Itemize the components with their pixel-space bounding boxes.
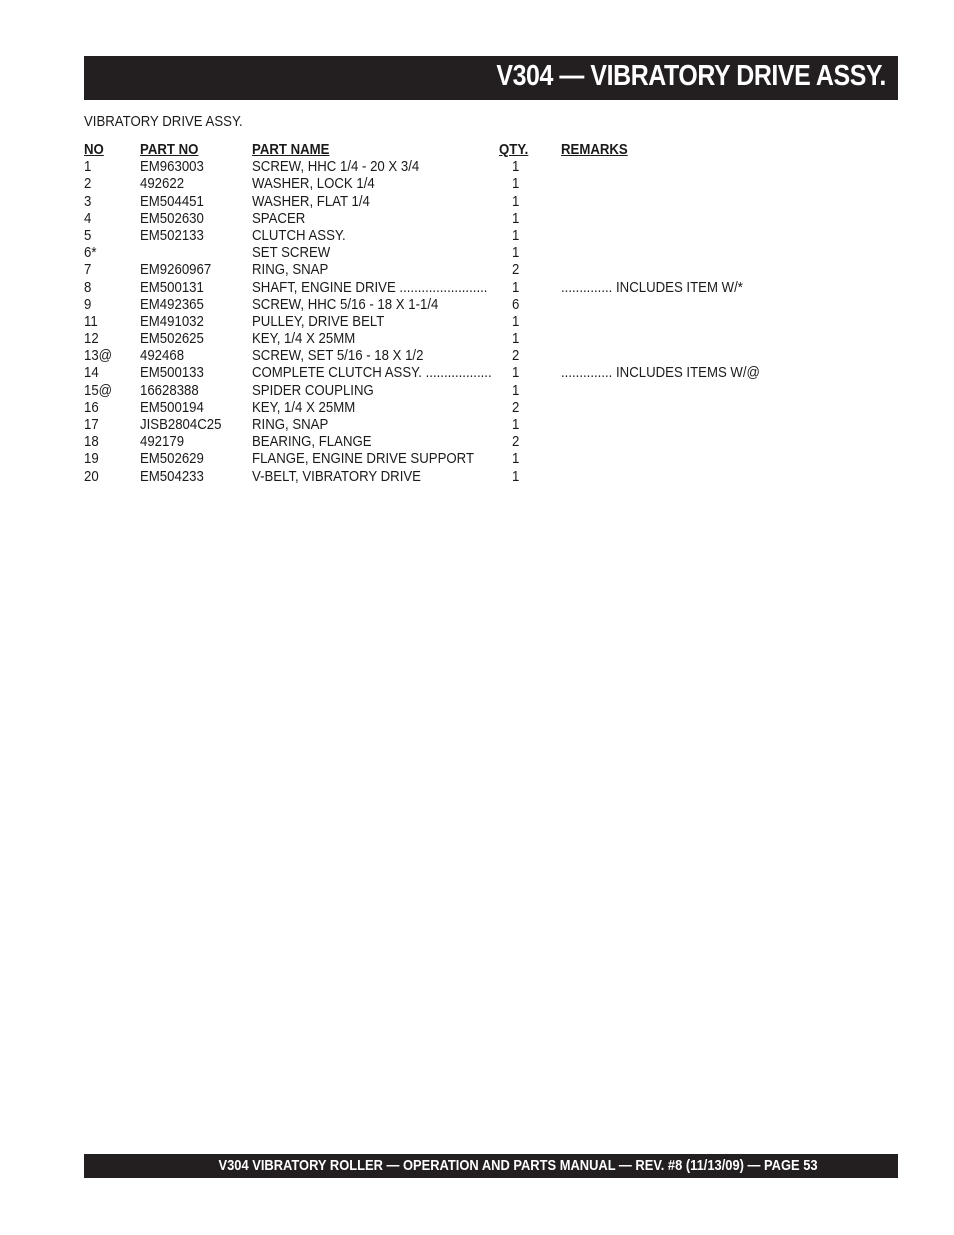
cell-no: 12 <box>84 330 99 348</box>
table-row <box>84 210 784 227</box>
table-row <box>84 433 784 450</box>
table-row <box>84 158 784 175</box>
footer-bar <box>84 1154 898 1178</box>
cell-part-no: EM963003 <box>140 158 204 176</box>
cell-no: 17 <box>84 416 99 433</box>
cell-qty: 1 <box>512 278 520 296</box>
table-row <box>84 330 784 347</box>
parts-table <box>84 141 784 485</box>
section-title: VIBRATORY DRIVE ASSY. <box>84 113 243 130</box>
table-body <box>84 158 784 485</box>
cell-qty: 6 <box>512 295 520 313</box>
cell-part-no: 492622 <box>140 175 185 193</box>
cell-qty: 2 <box>512 261 520 279</box>
cell-no: 20 <box>84 467 99 485</box>
cell-part-name: SCREW, SET 5/16 - 18 X 1/2 <box>252 347 424 365</box>
cell-qty: 1 <box>512 330 520 348</box>
cell-qty: 1 <box>512 364 520 382</box>
cell-part-no: 492179 <box>140 433 185 451</box>
table-row <box>84 450 784 467</box>
cell-part-name: KEY, 1/4 X 25MM <box>252 398 356 416</box>
cell-part-name: FLANGE, ENGINE DRIVE SUPPORT <box>252 450 475 468</box>
cell-no: 1 <box>84 158 92 176</box>
table-row <box>84 261 784 278</box>
cell-no: 8 <box>84 278 92 296</box>
cell-no: 7 <box>84 261 92 279</box>
cell-part-name: SHAFT, ENGINE DRIVE ........................ <box>252 278 488 296</box>
cell-part-no: JISB2804C25 <box>140 416 222 433</box>
table-row <box>84 399 784 416</box>
table-row <box>84 296 784 313</box>
page-title-bar <box>84 56 898 100</box>
cell-part-name: WASHER, LOCK 1/4 <box>252 175 375 193</box>
cell-part-name: SPIDER COUPLING <box>252 381 374 399</box>
cell-part-no: EM504233 <box>140 467 204 485</box>
cell-part-no: EM500133 <box>140 364 204 382</box>
table-header-row <box>84 141 784 158</box>
cell-qty: 2 <box>512 398 520 416</box>
cell-no: 14 <box>84 364 99 382</box>
cell-qty: 1 <box>512 416 520 433</box>
col-header-qty: QTY. <box>499 141 529 158</box>
cell-part-no: EM504451 <box>140 192 204 210</box>
col-header-no: NO <box>84 141 104 158</box>
cell-no: 15@ <box>84 381 113 399</box>
cell-qty: 1 <box>512 244 520 262</box>
cell-part-name: KEY, 1/4 X 25MM <box>252 330 356 348</box>
cell-part-name: V-BELT, VIBRATORY DRIVE <box>252 467 421 485</box>
cell-no: 2 <box>84 175 92 193</box>
cell-no: 18 <box>84 433 99 451</box>
cell-part-no: EM9260967 <box>140 261 212 279</box>
cell-part-name: PULLEY, DRIVE BELT <box>252 312 385 330</box>
cell-part-name: RING, SNAP <box>252 416 329 433</box>
cell-qty: 1 <box>512 381 520 399</box>
cell-no: 13@ <box>84 347 113 365</box>
cell-part-name: SET SCREW <box>252 244 331 262</box>
cell-no: 5 <box>84 226 92 244</box>
cell-no: 9 <box>84 295 92 313</box>
cell-qty: 2 <box>512 347 520 365</box>
cell-part-name: SCREW, HHC 5/16 - 18 X 1-1/4 <box>252 295 439 313</box>
table-row <box>84 313 784 330</box>
cell-part-no: EM502629 <box>140 450 204 468</box>
cell-qty: 2 <box>512 433 520 451</box>
cell-part-no: EM502133 <box>140 226 204 244</box>
cell-qty: 1 <box>512 226 520 244</box>
cell-remarks: .............. INCLUDES ITEM W/* <box>561 278 743 296</box>
table-row <box>84 347 784 364</box>
table-row <box>84 416 784 433</box>
table-row <box>84 364 784 381</box>
cell-no: 4 <box>84 209 92 227</box>
cell-part-no: EM492365 <box>140 295 204 313</box>
cell-part-name: SCREW, HHC 1/4 - 20 X 3/4 <box>252 158 420 176</box>
table-row <box>84 175 784 192</box>
table-row <box>84 193 784 210</box>
cell-part-no: EM500194 <box>140 398 204 416</box>
table-row <box>84 279 784 296</box>
col-header-part-no: PART NO <box>140 141 199 158</box>
cell-qty: 1 <box>512 450 520 468</box>
cell-qty: 1 <box>512 467 520 485</box>
table-row <box>84 227 784 244</box>
cell-qty: 1 <box>512 209 520 227</box>
footer-text: V304 VIBRATORY ROLLER — OPERATION AND PARTS MANUAL — REV. #8 (11/13/09) — PAGE 53 <box>218 1157 818 1174</box>
cell-part-no: 492468 <box>140 347 185 365</box>
cell-qty: 1 <box>512 312 520 330</box>
cell-part-no: EM491032 <box>140 312 204 330</box>
cell-part-no: EM502625 <box>140 330 204 348</box>
cell-part-no: EM502630 <box>140 209 204 227</box>
cell-qty: 1 <box>512 158 520 176</box>
cell-part-name: BEARING, FLANGE <box>252 433 372 451</box>
table-row <box>84 244 784 261</box>
cell-part-name: WASHER, FLAT 1/4 <box>252 192 370 210</box>
cell-no: 19 <box>84 450 99 468</box>
page-title: V304 — VIBRATORY DRIVE ASSY. <box>496 60 886 92</box>
cell-no: 16 <box>84 398 99 416</box>
cell-remarks: .............. INCLUDES ITEMS W/@ <box>561 364 760 382</box>
table-row <box>84 382 784 399</box>
cell-part-name: COMPLETE CLUTCH ASSY. .................. <box>252 364 492 382</box>
cell-part-name: RING, SNAP <box>252 261 329 279</box>
cell-part-name: CLUTCH ASSY. <box>252 226 346 244</box>
cell-no: 3 <box>84 192 92 210</box>
col-header-remarks: REMARKS <box>561 141 628 158</box>
cell-qty: 1 <box>512 192 520 210</box>
table-row <box>84 468 784 485</box>
cell-part-no: EM500131 <box>140 278 204 296</box>
cell-no: 11 <box>84 312 98 330</box>
cell-no: 6* <box>84 244 97 262</box>
cell-part-no: 16628388 <box>140 381 199 399</box>
col-header-part-name: PART NAME <box>252 141 330 158</box>
cell-qty: 1 <box>512 175 520 193</box>
cell-part-name: SPACER <box>252 209 306 227</box>
